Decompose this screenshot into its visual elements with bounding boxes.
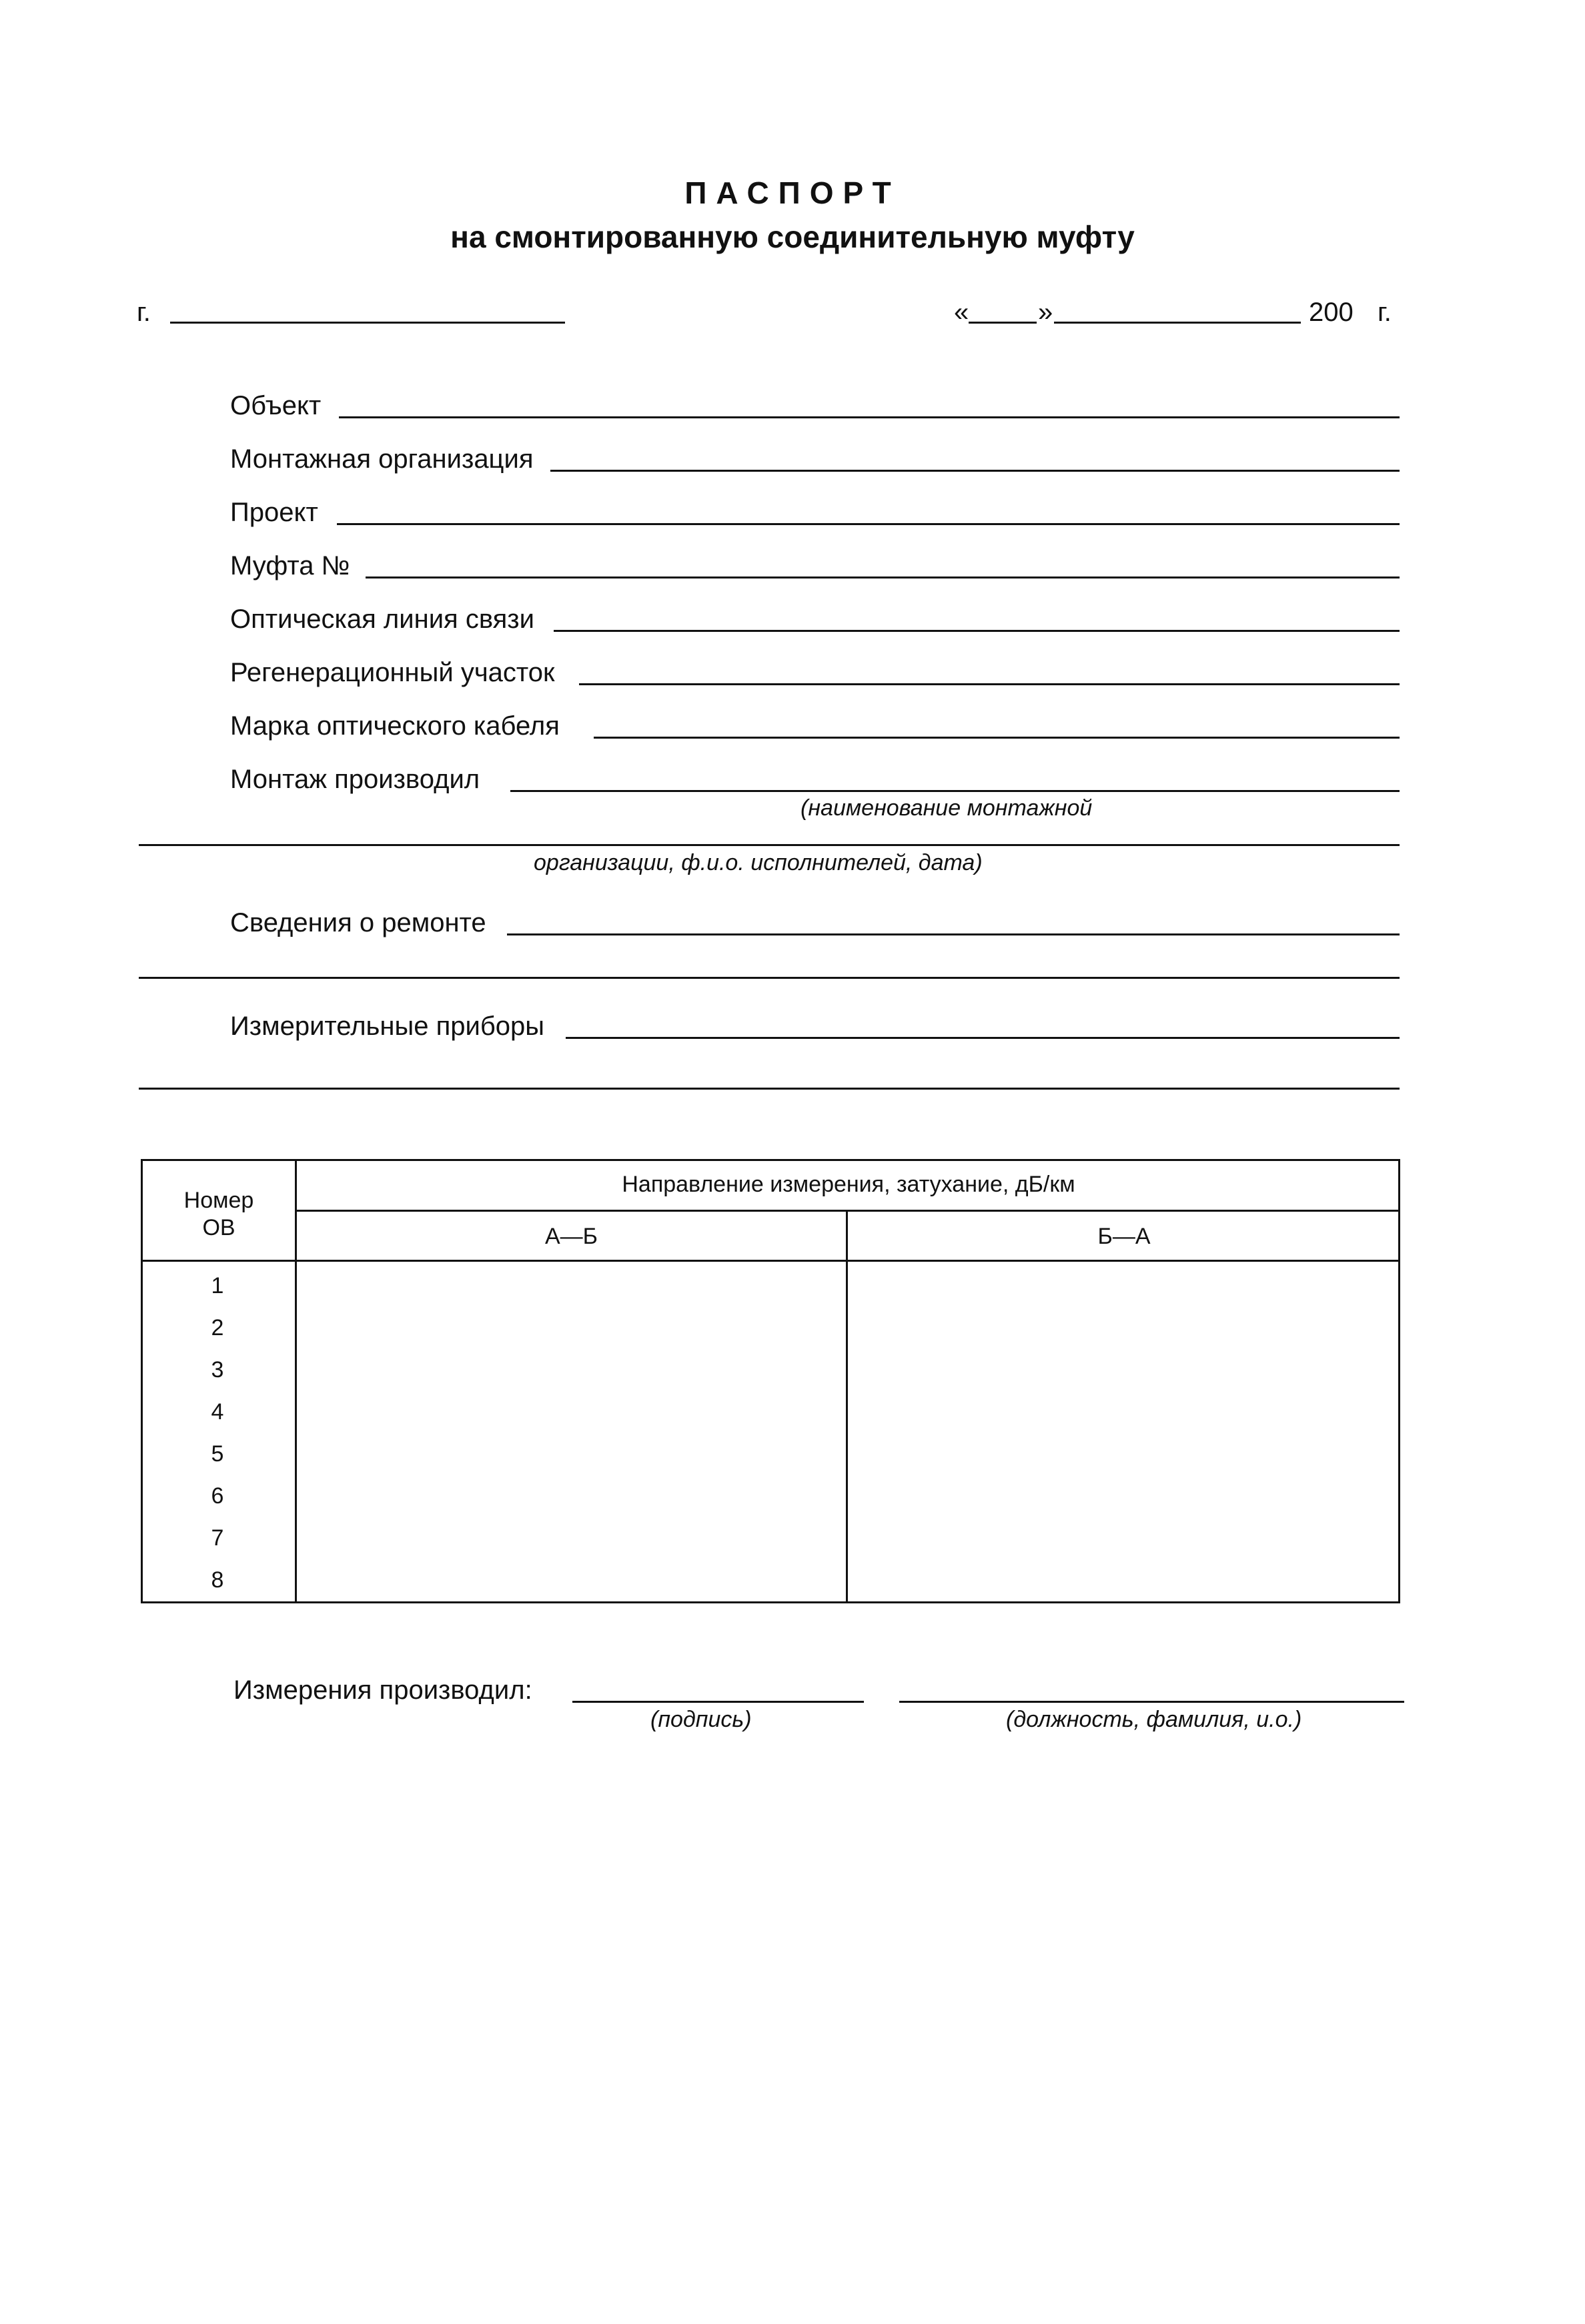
cable-label: Марка оптического кабеля: [230, 711, 560, 741]
table-col-divider-2: [846, 1210, 848, 1603]
table-row-number: 7: [211, 1525, 224, 1551]
table-row-number: 6: [211, 1483, 224, 1509]
line-field-line[interactable]: [554, 630, 1400, 632]
repair-field-line-2[interactable]: [139, 977, 1400, 979]
installer-hint-1: (наименование монтажной: [801, 795, 1093, 821]
object-label: Объект: [230, 391, 322, 420]
object-field-line[interactable]: [339, 416, 1400, 418]
city-prefix: г.: [137, 298, 151, 327]
document-subtitle: на смонтированную соединительную муфту: [450, 220, 1135, 254]
org-field-line[interactable]: [550, 470, 1400, 472]
table-row-number: 1: [211, 1273, 224, 1298]
month-field-line[interactable]: [1054, 322, 1301, 324]
instruments-field-line-2[interactable]: [139, 1088, 1400, 1090]
table-row-number: 2: [211, 1315, 224, 1340]
table-row-number: 8: [211, 1567, 224, 1593]
signature-field-line[interactable]: [572, 1701, 864, 1703]
table-row-number: 5: [211, 1441, 224, 1467]
table-row-number: 3: [211, 1357, 224, 1383]
cable-field-line[interactable]: [594, 737, 1400, 739]
installer-field-line[interactable]: [510, 790, 1400, 792]
installer-field-line-2[interactable]: [139, 844, 1400, 846]
year-prefix: 200: [1309, 298, 1354, 327]
position-field-line[interactable]: [899, 1701, 1404, 1703]
project-field-line[interactable]: [337, 523, 1400, 525]
date-quote-open: «: [954, 298, 969, 327]
coupling-field-line[interactable]: [366, 576, 1400, 578]
coupling-label: Муфта №: [230, 551, 350, 580]
installer-hint-2: организации, ф.и.о. исполнителей, дата): [534, 850, 983, 875]
org-label: Монтажная организация: [230, 444, 534, 474]
document-title: ПАСПОРТ: [684, 175, 901, 210]
year-suffix: г.: [1378, 298, 1392, 327]
col-number-header-line1: Номер: [183, 1188, 254, 1213]
repair-label: Сведения о ремонте: [230, 908, 486, 937]
instruments-label: Измерительные приборы: [230, 1012, 544, 1041]
measured-by-label: Измерения производил:: [233, 1675, 532, 1705]
instruments-field-line[interactable]: [566, 1037, 1400, 1039]
section-label: Регенерационный участок: [230, 658, 555, 687]
col-ab-header: А—Б: [545, 1224, 598, 1249]
section-field-line[interactable]: [579, 683, 1400, 685]
col-number-header: [143, 1187, 295, 1242]
signature-hint: (подпись): [650, 1707, 752, 1732]
installer-label: Монтаж производил: [230, 765, 480, 794]
date-quote-close: »: [1038, 298, 1053, 327]
city-field-line[interactable]: [170, 322, 565, 324]
project-label: Проект: [230, 498, 318, 527]
table-row-number: 4: [211, 1399, 224, 1425]
col-number-header-line2: ОВ: [202, 1214, 235, 1240]
day-field-line[interactable]: [969, 322, 1037, 324]
repair-field-line[interactable]: [507, 933, 1400, 935]
position-hint: (должность, фамилия, и.о.): [1006, 1707, 1302, 1732]
direction-header: Направление измерения, затухание, дБ/км: [622, 1172, 1075, 1197]
table-header-divider: [295, 1210, 1400, 1212]
col-ba-header: Б—А: [1097, 1224, 1151, 1249]
line-label: Оптическая линия связи: [230, 605, 534, 634]
table-body-divider: [141, 1260, 1400, 1262]
